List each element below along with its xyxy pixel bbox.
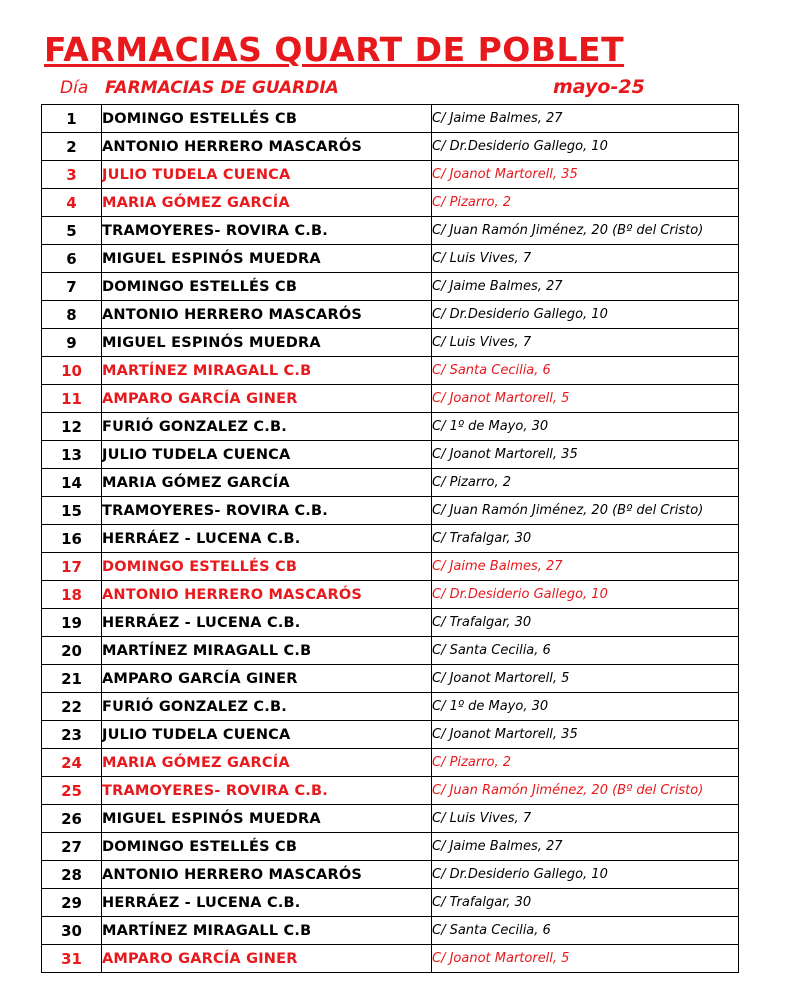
address-cell: C/ 1º de Mayo, 30 bbox=[432, 693, 739, 721]
pharmacy-name-cell: MIGUEL ESPINÓS MUEDRA bbox=[102, 245, 432, 273]
address-cell: C/ Trafalgar, 30 bbox=[432, 609, 739, 637]
table-row bbox=[42, 693, 739, 721]
table-row bbox=[42, 133, 739, 161]
table-row bbox=[42, 497, 739, 525]
address-cell: C/ Dr.Desiderio Gallego, 10 bbox=[432, 861, 739, 889]
table-row bbox=[42, 161, 739, 189]
page-title: FARMACIAS QUART DE POBLET bbox=[44, 30, 625, 69]
address-cell: C/ Dr.Desiderio Gallego, 10 bbox=[432, 581, 739, 609]
address-cell: C/ Santa Cecilia, 6 bbox=[432, 917, 739, 945]
pharmacy-name-cell: MARIA GÓMEZ GARCÍA bbox=[102, 749, 432, 777]
pharmacy-name-cell: AMPARO GARCÍA GINER bbox=[102, 945, 432, 973]
address-cell: C/ Pizarro, 2 bbox=[432, 469, 739, 497]
pharmacy-column-label: FARMACIAS DE GUARDIA bbox=[105, 78, 339, 98]
table-row bbox=[42, 413, 739, 441]
address-cell: C/ Trafalgar, 30 bbox=[432, 889, 739, 917]
day-cell: 7 bbox=[42, 273, 102, 301]
address-cell: C/ Jaime Balmes, 27 bbox=[432, 553, 739, 581]
pharmacy-name-cell: MARTÍNEZ MIRAGALL C.B bbox=[102, 637, 432, 665]
address-cell: C/ 1º de Mayo, 30 bbox=[432, 413, 739, 441]
pharmacy-name-cell: DOMINGO ESTELLÉS CB bbox=[102, 833, 432, 861]
pharmacy-name-cell: FURIÓ GONZALEZ C.B. bbox=[102, 693, 432, 721]
day-cell: 17 bbox=[42, 553, 102, 581]
address-cell: C/ Joanot Martorell, 35 bbox=[432, 721, 739, 749]
address-cell: C/ Joanot Martorell, 5 bbox=[432, 665, 739, 693]
day-cell: 27 bbox=[42, 833, 102, 861]
table-row bbox=[42, 385, 739, 413]
day-cell: 8 bbox=[42, 301, 102, 329]
address-cell: C/ Juan Ramón Jiménez, 20 (Bº del Cristo) bbox=[432, 777, 739, 805]
table-row bbox=[42, 721, 739, 749]
pharmacy-name-cell: ANTONIO HERRERO MASCARÓS bbox=[102, 301, 432, 329]
table-row bbox=[42, 273, 739, 301]
day-cell: 12 bbox=[42, 413, 102, 441]
day-cell: 6 bbox=[42, 245, 102, 273]
day-cell: 13 bbox=[42, 441, 102, 469]
pharmacy-name-cell: HERRÁEZ - LUCENA C.B. bbox=[102, 525, 432, 553]
day-cell: 28 bbox=[42, 861, 102, 889]
address-cell: C/ Jaime Balmes, 27 bbox=[432, 105, 739, 133]
day-cell: 15 bbox=[42, 497, 102, 525]
month-label: mayo-25 bbox=[553, 76, 645, 98]
address-cell: C/ Santa Cecilia, 6 bbox=[432, 637, 739, 665]
day-cell: 19 bbox=[42, 609, 102, 637]
pharmacy-name-cell: TRAMOYERES- ROVIRA C.B. bbox=[102, 777, 432, 805]
pharmacy-name-cell: MARTÍNEZ MIRAGALL C.B bbox=[102, 917, 432, 945]
address-cell: C/ Joanot Martorell, 35 bbox=[432, 161, 739, 189]
table-row bbox=[42, 469, 739, 497]
day-cell: 2 bbox=[42, 133, 102, 161]
pharmacy-name-cell: ANTONIO HERRERO MASCARÓS bbox=[102, 861, 432, 889]
pharmacy-name-cell: JULIO TUDELA CUENCA bbox=[102, 441, 432, 469]
table-row bbox=[42, 553, 739, 581]
day-cell: 11 bbox=[42, 385, 102, 413]
table-row bbox=[42, 637, 739, 665]
address-cell: C/ Luis Vives, 7 bbox=[432, 245, 739, 273]
address-cell: C/ Juan Ramón Jiménez, 20 (Bº del Cristo) bbox=[432, 497, 739, 525]
day-cell: 24 bbox=[42, 749, 102, 777]
pharmacy-name-cell: AMPARO GARCÍA GINER bbox=[102, 665, 432, 693]
address-cell: C/ Joanot Martorell, 35 bbox=[432, 441, 739, 469]
table-row bbox=[42, 805, 739, 833]
pharmacy-name-cell: DOMINGO ESTELLÉS CB bbox=[102, 273, 432, 301]
pharmacy-name-cell: JULIO TUDELA CUENCA bbox=[102, 161, 432, 189]
address-cell: C/ Joanot Martorell, 5 bbox=[432, 385, 739, 413]
address-cell: C/ Jaime Balmes, 27 bbox=[432, 273, 739, 301]
day-cell: 5 bbox=[42, 217, 102, 245]
table-row bbox=[42, 189, 739, 217]
day-cell: 29 bbox=[42, 889, 102, 917]
day-cell: 9 bbox=[42, 329, 102, 357]
table-row bbox=[42, 945, 739, 973]
day-cell: 31 bbox=[42, 945, 102, 973]
pharmacy-name-cell: MIGUEL ESPINÓS MUEDRA bbox=[102, 805, 432, 833]
table-row bbox=[42, 833, 739, 861]
day-cell: 20 bbox=[42, 637, 102, 665]
day-cell: 23 bbox=[42, 721, 102, 749]
day-cell: 16 bbox=[42, 525, 102, 553]
address-cell: C/ Pizarro, 2 bbox=[432, 189, 739, 217]
day-cell: 1 bbox=[42, 105, 102, 133]
address-cell: C/ Dr.Desiderio Gallego, 10 bbox=[432, 301, 739, 329]
pharmacy-name-cell: HERRÁEZ - LUCENA C.B. bbox=[102, 889, 432, 917]
table-row bbox=[42, 581, 739, 609]
day-cell: 4 bbox=[42, 189, 102, 217]
table-row bbox=[42, 441, 739, 469]
table-row bbox=[42, 329, 739, 357]
duty-schedule-table bbox=[41, 104, 739, 973]
day-cell: 18 bbox=[42, 581, 102, 609]
table-row bbox=[42, 245, 739, 273]
address-cell: C/ Dr.Desiderio Gallego, 10 bbox=[432, 133, 739, 161]
table-row bbox=[42, 105, 739, 133]
pharmacy-name-cell: TRAMOYERES- ROVIRA C.B. bbox=[102, 497, 432, 525]
pharmacy-name-cell: ANTONIO HERRERO MASCARÓS bbox=[102, 133, 432, 161]
day-column-label: Día bbox=[60, 78, 89, 98]
pharmacy-name-cell: MARIA GÓMEZ GARCÍA bbox=[102, 469, 432, 497]
table-row bbox=[42, 749, 739, 777]
address-cell: C/ Joanot Martorell, 5 bbox=[432, 945, 739, 973]
table-row bbox=[42, 525, 739, 553]
pharmacy-name-cell: MARTÍNEZ MIRAGALL C.B bbox=[102, 357, 432, 385]
address-cell: C/ Luis Vives, 7 bbox=[432, 329, 739, 357]
day-cell: 3 bbox=[42, 161, 102, 189]
pharmacy-name-cell: JULIO TUDELA CUENCA bbox=[102, 721, 432, 749]
pharmacy-name-cell: DOMINGO ESTELLÉS CB bbox=[102, 553, 432, 581]
day-cell: 30 bbox=[42, 917, 102, 945]
table-row bbox=[42, 917, 739, 945]
table-row bbox=[42, 609, 739, 637]
address-cell: C/ Luis Vives, 7 bbox=[432, 805, 739, 833]
address-cell: C/ Juan Ramón Jiménez, 20 (Bº del Cristo) bbox=[432, 217, 739, 245]
table-row bbox=[42, 301, 739, 329]
pharmacy-name-cell: AMPARO GARCÍA GINER bbox=[102, 385, 432, 413]
pharmacy-name-cell: ANTONIO HERRERO MASCARÓS bbox=[102, 581, 432, 609]
table-row bbox=[42, 357, 739, 385]
table-row bbox=[42, 777, 739, 805]
address-cell: C/ Pizarro, 2 bbox=[432, 749, 739, 777]
day-cell: 22 bbox=[42, 693, 102, 721]
table-row bbox=[42, 889, 739, 917]
table-row bbox=[42, 217, 739, 245]
pharmacy-name-cell: FURIÓ GONZALEZ C.B. bbox=[102, 413, 432, 441]
table-row bbox=[42, 665, 739, 693]
address-cell: C/ Santa Cecilia, 6 bbox=[432, 357, 739, 385]
address-cell: C/ Jaime Balmes, 27 bbox=[432, 833, 739, 861]
day-cell: 25 bbox=[42, 777, 102, 805]
pharmacy-name-cell: DOMINGO ESTELLÉS CB bbox=[102, 105, 432, 133]
day-cell: 26 bbox=[42, 805, 102, 833]
pharmacy-name-cell: MARIA GÓMEZ GARCÍA bbox=[102, 189, 432, 217]
pharmacy-name-cell: TRAMOYERES- ROVIRA C.B. bbox=[102, 217, 432, 245]
table-row bbox=[42, 861, 739, 889]
day-cell: 21 bbox=[42, 665, 102, 693]
duty-schedule-body bbox=[42, 105, 739, 973]
pharmacy-name-cell: MIGUEL ESPINÓS MUEDRA bbox=[102, 329, 432, 357]
day-cell: 10 bbox=[42, 357, 102, 385]
pharmacy-name-cell: HERRÁEZ - LUCENA C.B. bbox=[102, 609, 432, 637]
day-cell: 14 bbox=[42, 469, 102, 497]
address-cell: C/ Trafalgar, 30 bbox=[432, 525, 739, 553]
